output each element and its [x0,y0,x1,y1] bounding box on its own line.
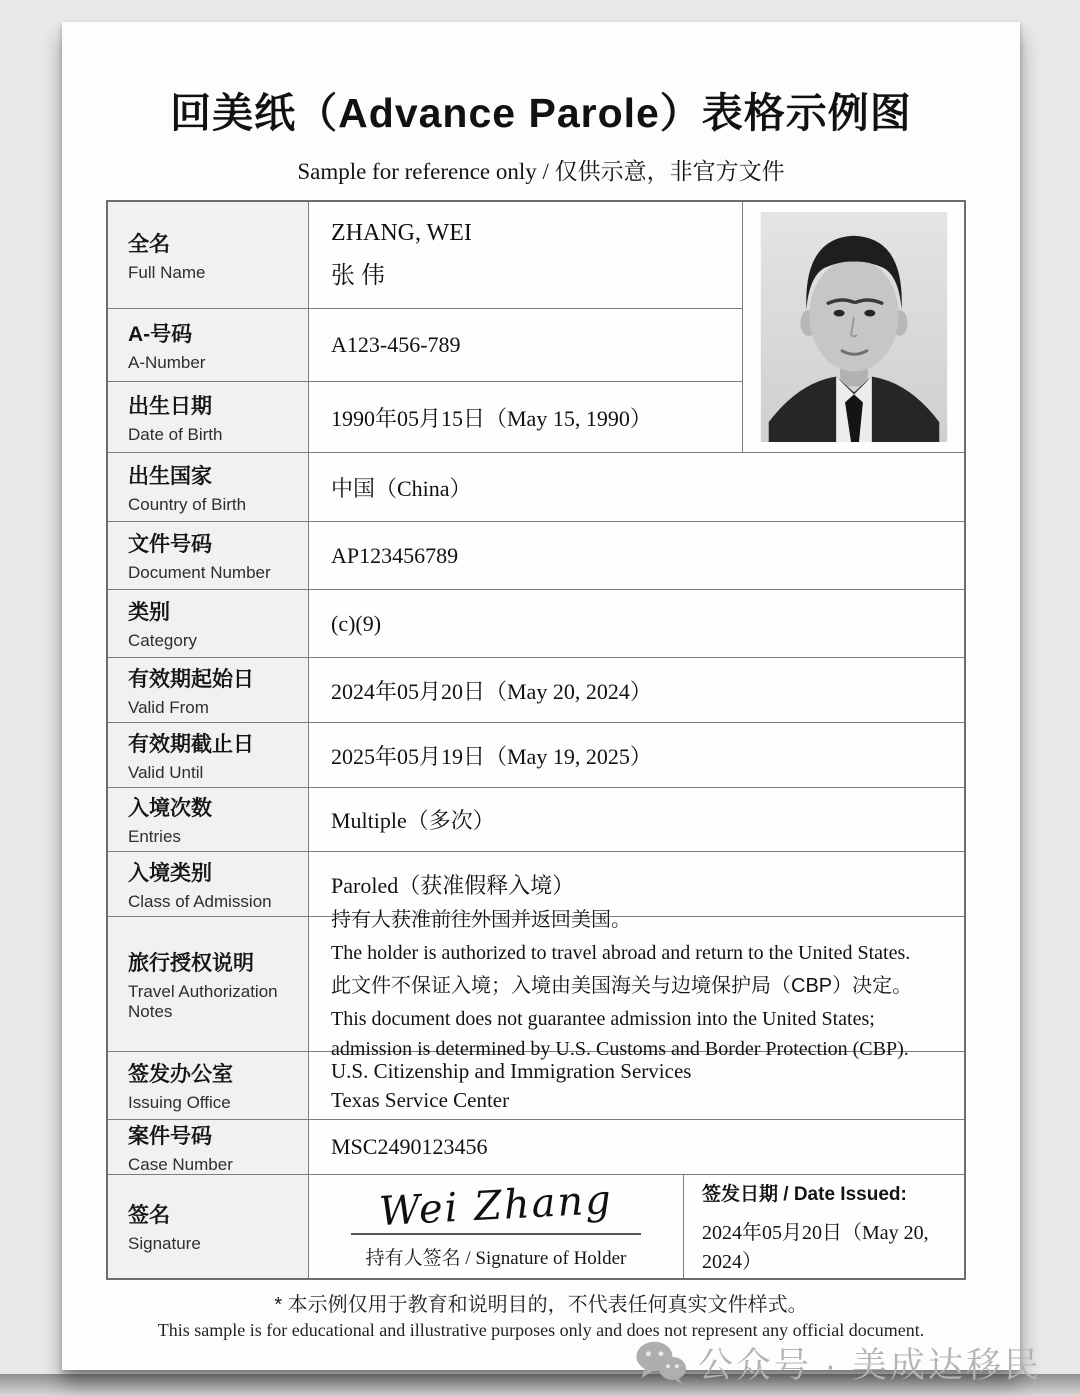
date-issued-value: 2024年05月20日（May 20, 2024） [702,1222,929,1273]
row-label-en: Entries [128,827,181,846]
wechat-icon [634,1339,688,1387]
date-issued-cell [683,1175,964,1278]
footer-note-zh: * 本示例仅用于教育和说明目的，不代表任何真实文件样式。 [274,1294,808,1316]
table-row [108,787,964,851]
row-label-zh: 出生日期 [128,394,212,418]
value-line: (c)(9) [331,610,382,636]
value-line: MSC2490123456 [331,1134,488,1159]
row-value [309,522,964,589]
row-label-en: Signature [128,1234,201,1253]
row-label [108,1120,309,1174]
applicant-photo [760,212,948,442]
row-label-en: Valid Until [128,762,204,782]
row-value [309,723,964,787]
value-line: Texas Service Center [331,1087,510,1112]
table-row-travel-notes [108,908,964,1060]
row-label-zh: 类别 [128,601,170,624]
row-label [108,1052,309,1119]
row-value [309,658,964,722]
table-row [108,722,964,787]
holder-signature: Wei Zhang [378,1176,614,1236]
value-line: 中国（China） [331,475,472,501]
value-line: 1990年05月15日（May 15, 1990） [331,405,652,431]
row-label-zh: 文件号码 [128,533,212,556]
row-value [309,453,964,521]
row-label [108,522,309,589]
row-label-en: Full Name [128,262,206,282]
row-label-zh: A-号码 [128,322,193,346]
row-label-en: Category [128,631,197,650]
row-label [108,852,309,916]
value-line: 2025年05月19日（May 19, 2025） [331,743,652,769]
row-value [309,1052,964,1119]
row-label [108,309,309,381]
value-line: Multiple（多次） [331,808,495,833]
value-line: 持有人获准前往外国并返回美国。 [331,908,631,931]
date-issued-label: 签发日期 / Date Issued: [702,1184,907,1205]
page-title: 回美纸（Advance Parole）表格示例图 [170,90,912,136]
row-label-en: Case Number [128,1154,233,1174]
row-label [108,453,309,521]
watermark [634,1338,1042,1388]
value-line: This document does not guarantee admission into the United States; admission is determined by U.S. Customs and Border Protection (CBP). [331,1007,909,1060]
signature-caption: 持有人签名 / Signature of Holder [365,1248,627,1269]
row-value [309,1120,964,1174]
value-line: U.S. Citizenship and Immigration Services [331,1058,692,1083]
document-paper [62,22,1020,1370]
row-label [108,723,309,787]
page-subtitle: Sample for reference only / 仅供示意，非官方文件 [297,159,785,184]
table-row [108,1119,964,1174]
row-label-zh: 签名 [128,1204,170,1227]
value-line: 此文件不保证入境；入境由美国海关与边境保护局（CBP）决定。 [331,974,913,997]
table-row [108,589,964,657]
row-label [108,590,309,657]
value-line: A123-456-789 [331,332,461,357]
row-label-en: Date of Birth [128,424,223,444]
row-label-en: Valid From [128,697,209,717]
row-label [108,202,309,308]
row-label-en: Country of Birth [128,494,247,514]
photo-cell [742,202,964,452]
row-value [309,309,742,381]
row-label-zh: 全名 [128,232,170,256]
row-value [309,202,742,308]
table-row [108,657,964,722]
signature-cell [309,1175,683,1278]
row-label-en: Class of Admission [128,891,272,911]
watermark-text: 公众号 · 美成达移民 [697,1346,1042,1385]
row-label [108,658,309,722]
row-label [108,382,309,452]
value-line: 2024年05月20日（May 20, 2024） [331,678,652,704]
row-label-zh: 有效期截止日 [128,732,254,756]
signature-row [108,1174,964,1278]
footer-note-en: This sample is for educational and illustrative purposes only and does not represent any official document. [157,1320,925,1340]
table-row [108,308,742,381]
advance-parole-table [106,200,966,1280]
row-label-en: Issuing Office [128,1093,231,1112]
row-label-zh: 有效期起始日 [128,667,254,691]
row-label-en: Document Number [128,563,271,582]
table-row [108,521,964,589]
value-line: Paroled（获准假释入境） [331,872,575,898]
table-top-section [108,202,964,453]
table-row [108,453,964,521]
row-label-zh: 案件号码 [128,1124,212,1148]
value-line: The holder is authorized to travel abroad and return to the United States. [331,941,911,964]
table-row [108,381,742,452]
row-label-zh: 出生国家 [128,464,212,488]
value-line: 张 伟 [331,263,385,289]
value-line: ZHANG, WEI [331,220,472,246]
row-value [309,590,964,657]
row-value [309,908,964,1060]
table-row [108,1051,964,1119]
row-label [108,917,309,1051]
row-label-zh: 签发办公室 [128,1063,233,1086]
row-label-en: A-Number [128,352,206,372]
row-value [309,382,742,452]
table-row [108,202,742,308]
row-label-en: Travel Authorization Notes [128,981,278,1021]
row-value [309,788,964,851]
value-line: AP123456789 [331,542,459,568]
row-label-zh: 入境次数 [128,797,212,820]
row-label-zh: 旅行授权说明 [128,951,254,975]
row-label [108,788,309,851]
row-label-zh: 入境类别 [128,861,212,885]
row-label [108,1175,309,1278]
